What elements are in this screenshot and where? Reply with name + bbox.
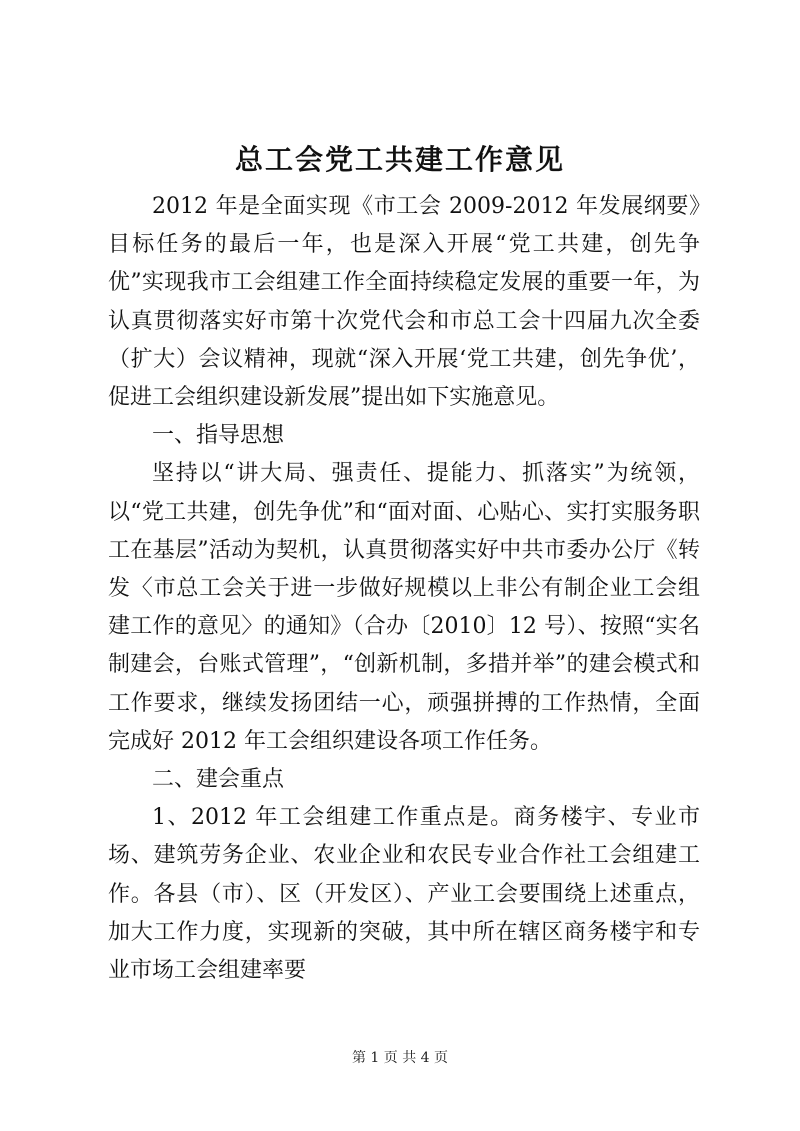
document-body [108,188,700,990]
document-title: 总工会党工共建工作意见 [234,143,565,176]
paragraph-intro: 2012 年是全面实现《市工会 2009-2012 年发展纲要》目标任务的最后一年，也是深入开展“党工共建，创先争优”实现我市工会组建工作全面持续稳定发展的重要一年，为认真贯彻落实好市第十次党代会和市总工会十四届九次全委（扩大）会议精神，现就“深入开展‘党工共建，创先争优’，促进工会组织建设新发展”提出如下实施意见。 [108,194,700,411]
paragraph-key-points-1: 1、2012 年工会组建工作重点是。商务楼宇、专业市场、建筑劳务企业、农业企业和农民专业合作社工会组建工作。各县（市）、区（开发区）、产业工会要围绕上述重点，加大工作力度，实现新的突破，其中所在辖区商务楼宇和专业市场工会组建率要 [108,805,700,984]
paragraph-guiding-ideology: 坚持以“讲大局、强责任、提能力、抓落实”为统领，以“党工共建，创先争优”和“面对面、心贴心、实打实服务职工在基层”活动为契机，认真贯彻落实好中共市委办公厅《转发〈市总工会关于进一步做好规模以上非公有制企业工会组建工作的意见〉的通知》（合办〔2010〕12 号）、按照“实名制建会，台账式管理”，“创新机制，多措并举”的建会模式和工作要求，继续发扬团结一心，顽强拼搏的工作热情，全面完成好 2012 年工会组织建设各项工作任务。 [108,461,700,754]
section-heading-guiding-ideology: 一、指导思想 [152,423,285,449]
page-footer: 第 1 页 共 4 页 [351,1050,449,1066]
section-heading-key-points: 二、建会重点 [152,767,285,793]
